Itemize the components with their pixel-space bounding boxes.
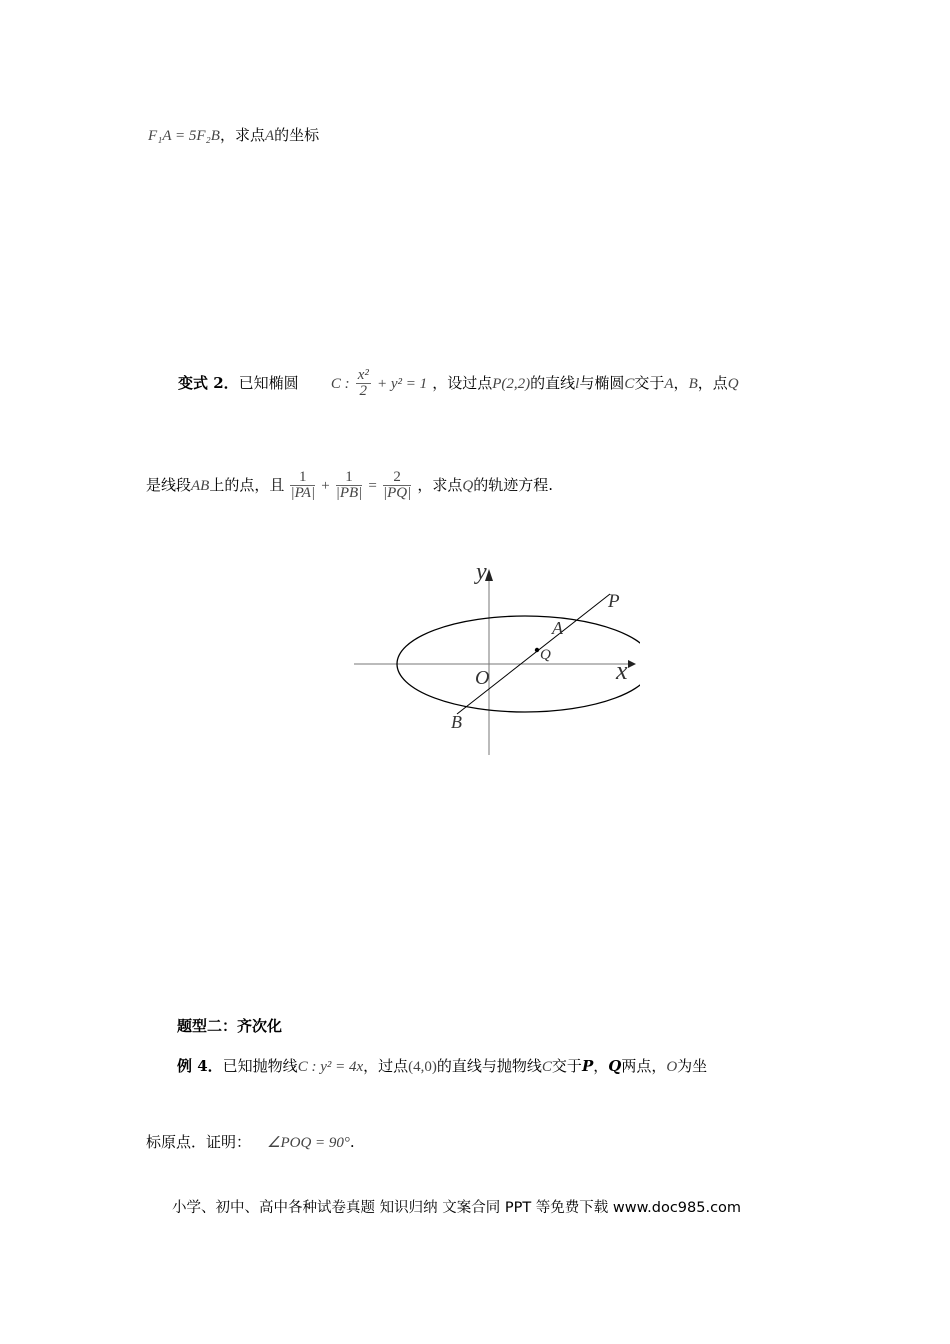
example4-text: ， [593, 1057, 609, 1075]
fraction-PB [336, 470, 363, 501]
example4-line1 [177, 1055, 707, 1076]
example4-text: 的直线与抛物线 [436, 1057, 542, 1075]
ellipse-name: C : [330, 376, 350, 392]
line-l: l [575, 376, 580, 392]
variant2-text: 是线段 [146, 476, 192, 494]
ellipse-figure [340, 555, 640, 765]
equals-sign: = [368, 478, 377, 494]
variant2-text: 交于 [634, 374, 665, 392]
example4-text: 为坐 [677, 1057, 708, 1075]
fraction-numerator: 2 [383, 470, 411, 486]
fraction-PQ [383, 470, 411, 501]
prev-text-end: 的坐标 [274, 126, 320, 144]
fraction-PA [290, 470, 315, 501]
variant2-text: 的直线 [530, 374, 576, 392]
label-B: B [451, 712, 462, 732]
ellipse-rest: + y² = 1 [376, 376, 428, 392]
variant2-text: 的轨迹方程. [473, 476, 553, 494]
variant2-text: 与椭圆 [579, 374, 625, 392]
variant2-text: ，求点 [417, 476, 463, 494]
variant2-text: 已知椭圆 [238, 374, 299, 392]
variant2-text: ，点 [697, 374, 728, 392]
variant2-label: 变式 2． [178, 374, 239, 392]
example4-text: . [349, 1133, 355, 1151]
label-A: A [552, 618, 563, 638]
curve-C: C [624, 376, 635, 392]
prev-point: A [264, 128, 275, 144]
label-Q: Q [540, 647, 551, 663]
angle-statement: ∠POQ = 90° [267, 1135, 350, 1151]
prev-problem-line [148, 124, 319, 145]
variant2-line2 [146, 470, 553, 501]
example4-label: 例 4． [177, 1057, 223, 1075]
x-axis-arrow [628, 660, 636, 668]
point-Q-dot [535, 648, 539, 652]
section-title: 题型二：齐次化 [177, 1017, 283, 1035]
example4-text: 两点， [621, 1057, 667, 1075]
point-Q: Q [608, 1057, 622, 1075]
plus-sign: + [321, 478, 330, 494]
prev-text-after: ，求点 [219, 126, 265, 144]
vector-condition: F₁A = 5F₂B [148, 128, 220, 144]
label-y: y [476, 559, 487, 585]
example4-text: 已知抛物线 [222, 1057, 298, 1075]
fraction-numerator: 1 [336, 470, 363, 486]
line-l [457, 594, 610, 714]
fraction-numerator: 1 [290, 470, 315, 486]
label-O: O [475, 667, 490, 689]
segment-AB: AB [191, 478, 210, 494]
variant2-text: ，设过点 [432, 374, 493, 392]
example4-text: 标原点．证明： [146, 1133, 252, 1151]
variant2-line1 [178, 368, 739, 399]
example4-line2 [146, 1131, 355, 1152]
point-P: P [581, 1057, 594, 1075]
fraction-denominator: |PA| [290, 485, 316, 501]
point-4-0: (4,0) [408, 1059, 437, 1075]
variant2-text: ， [673, 374, 689, 392]
ellipse-numerator: x² [357, 367, 369, 383]
parabola-equation: C : y² = 4x [297, 1059, 364, 1075]
label-x: x [616, 656, 628, 685]
example4-text: 交于 [551, 1057, 582, 1075]
origin-O: O [666, 1059, 678, 1075]
point-P: P(2,2) [492, 376, 531, 392]
curve-C: C [541, 1059, 552, 1075]
example4-text: ，过点 [363, 1057, 409, 1075]
fraction-denominator: |PQ| [382, 485, 412, 501]
point-Q: Q [462, 478, 474, 494]
point-Q: Q [727, 376, 739, 392]
fraction-denominator: |PB| [335, 485, 363, 501]
point-A: A [664, 376, 674, 392]
ellipse-fraction [356, 368, 371, 399]
footer-banner: 小学、初中、高中各种试卷真题 知识归纳 文案合同 PPT 等免费下载 www.doc985.com [172, 1200, 742, 1216]
ellipse-denominator: 2 [359, 383, 368, 399]
label-P: P [608, 591, 620, 612]
point-B: B [688, 376, 698, 392]
variant2-text: 上的点，且 [209, 476, 285, 494]
